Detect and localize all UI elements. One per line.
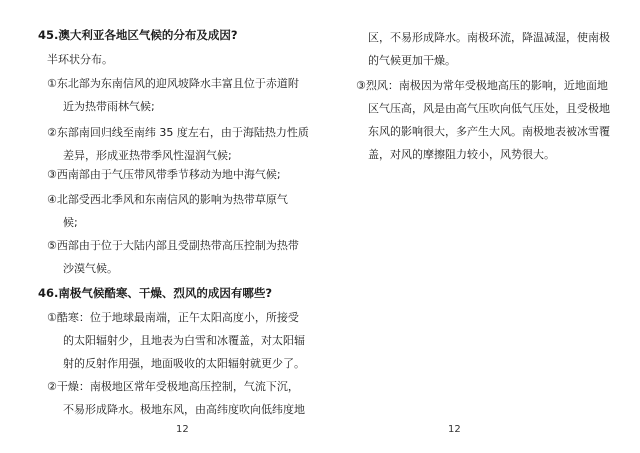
q45-item-5-line-2: 沙漠气候。 (63, 262, 118, 275)
q45-intro: 半环状分布。 (47, 53, 113, 66)
q46-cold-line-2: 的太阳辐射少，且地表为白雪和冰覆盖，对太阳辐 (63, 334, 305, 347)
q46-cold-line-1: ①酷寒：位于地球最南端，正午太阳高度小，所接受 (47, 311, 299, 324)
q45-item-2-line-1: ②东部南回归线至南纬 35 度左右，由于海陆热力性质 (47, 126, 309, 139)
q45-item-1-line-2: 近为热带雨林气候; (63, 100, 155, 113)
dry-cont-line-1: 区，不易形成降水。南极环流，降温减湿，使南极 (368, 31, 610, 44)
page-number: 12 (448, 424, 461, 435)
wind-line-2: 区气压高，风是由高气压吹向低气压处，且受极地 (368, 102, 610, 115)
q45-item-1-line-1: ①东北部为东南信风的迎风坡降水丰富且位于赤道附 (47, 77, 299, 90)
wind-line-1: ③烈风：南极因为常年受极地高压的影响，近地面地 (356, 79, 608, 92)
wind-line-3: 东风的影响很大，多产生大风。南极地表被冰雪覆 (368, 125, 610, 138)
q46-title: 46.南极气候酷寒、干燥、烈风的成因有哪些? (38, 286, 273, 300)
page-number: 12 (176, 424, 189, 435)
q45-item-5-line-1: ⑤西部由于位于大陆内部且受副热带高压控制为热带 (47, 239, 299, 252)
q46-dry-line-1: ②干燥：南极地区常年受极地高压控制，气流下沉， (47, 380, 299, 393)
q45-item-4-line-2: 候; (63, 216, 78, 229)
wind-line-4: 盖，对风的摩擦阻力较小，风势很大。 (368, 148, 555, 161)
dry-cont-line-2: 的气候更加干燥。 (368, 54, 456, 67)
right-page (320, 0, 640, 453)
q45-item-3: ③西南部由于气压带风带季节移动为地中海气候; (47, 168, 281, 181)
q45-item-4-line-1: ④北部受西北季风和东南信风的影响为热带草原气 (47, 193, 288, 206)
q46-cold-line-3: 射的反射作用强，地面吸收的太阳辐射就更少了。 (63, 357, 305, 370)
q45-item-2-line-2: 差异，形成亚热带季风性湿润气候; (63, 149, 232, 162)
q46-dry-line-2: 不易形成降水。极地东风，由高纬度吹向低纬度地 (63, 403, 305, 416)
q45-title: 45.澳大利亚各地区气候的分布及成因? (38, 28, 238, 42)
